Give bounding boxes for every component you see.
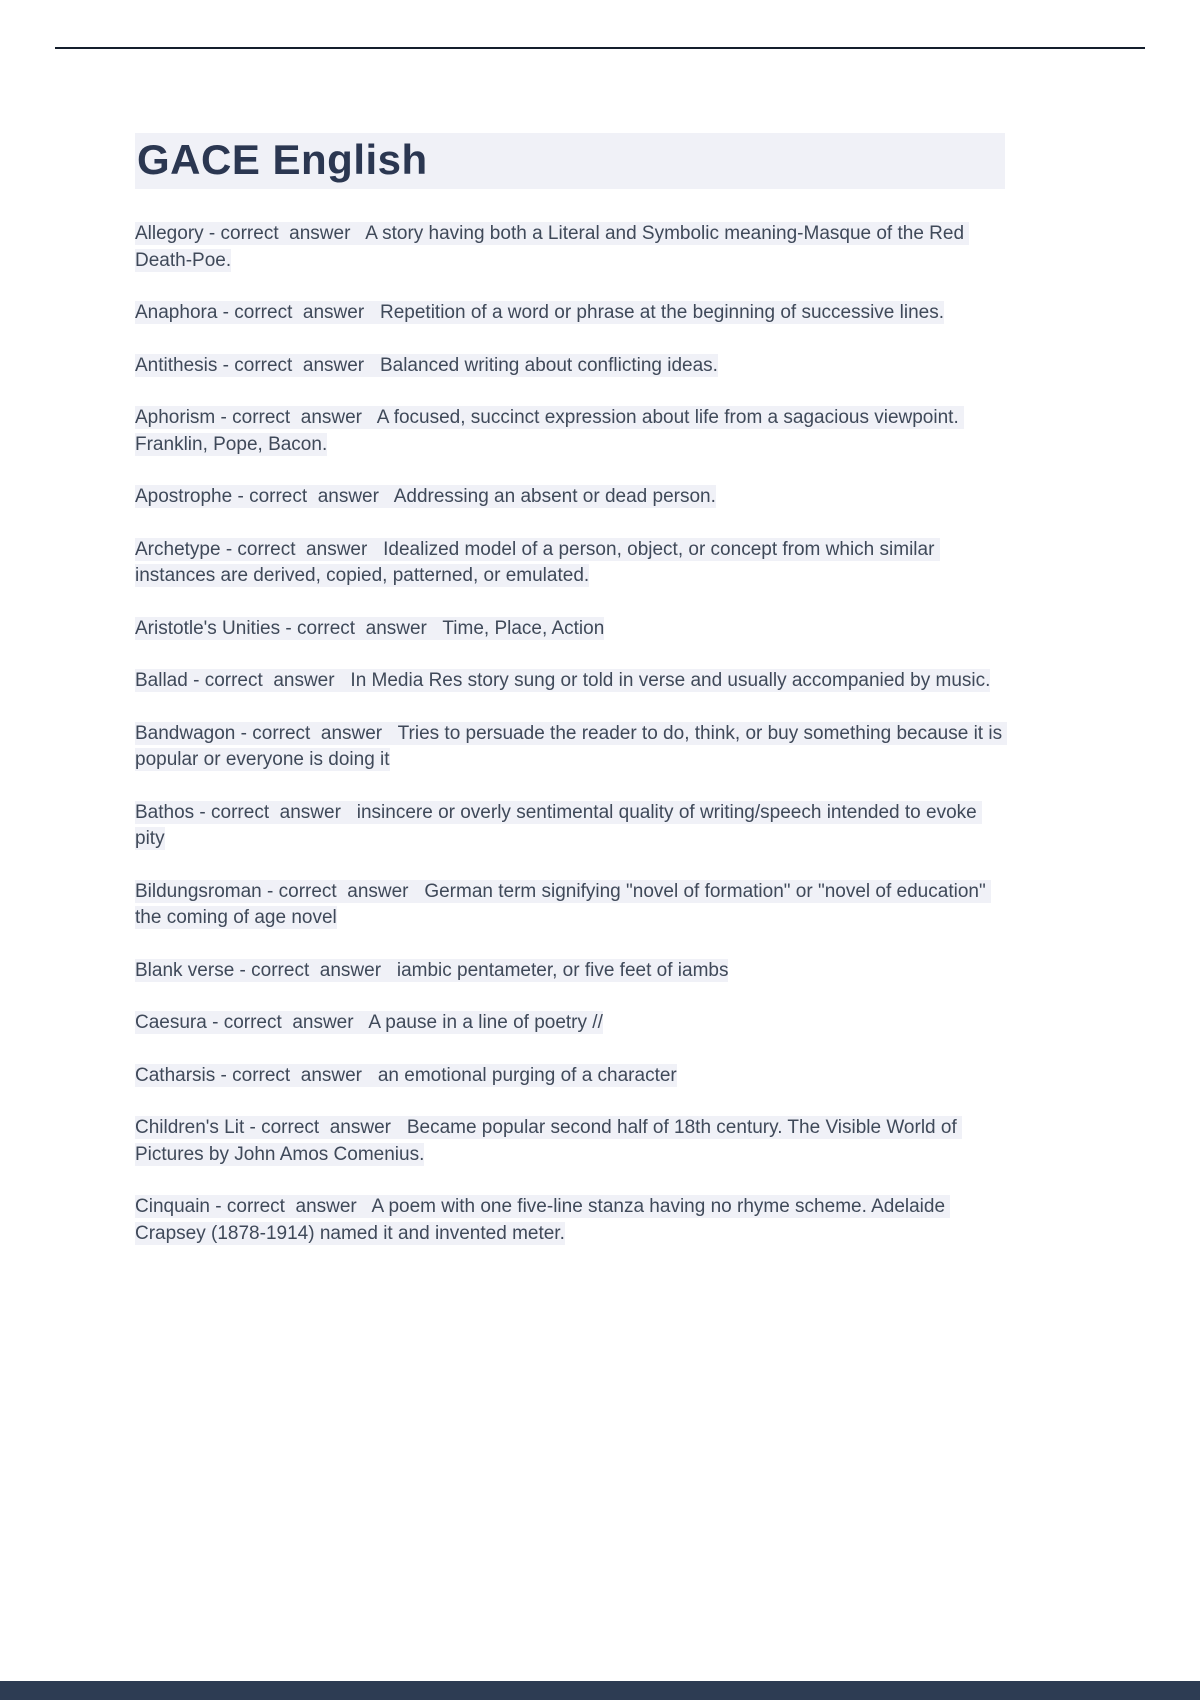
entry-text: Apostrophe - correct answer Addressing an absent or dead person. bbox=[135, 486, 716, 507]
entry-text: Aristotle's Unities - correct answer Time, Place, Action bbox=[135, 617, 605, 639]
entry-text: Archetype - correct answer Idealized model of a person, object, or concept from which similar instances are derived, copied, patterned, or emulated. bbox=[135, 538, 940, 586]
entry-text: Blank verse - correct answer iambic pentameter, or five feet of iambs bbox=[135, 959, 729, 981]
entry bbox=[135, 353, 1005, 380]
entry bbox=[135, 300, 1005, 327]
entry bbox=[135, 221, 1005, 274]
entry bbox=[135, 484, 1005, 511]
entry bbox=[135, 537, 1005, 590]
document-content bbox=[135, 133, 1008, 1273]
entry bbox=[135, 800, 1005, 853]
entry-text: Catharsis - correct answer an emotional purging of a character bbox=[135, 1064, 677, 1086]
entry bbox=[135, 616, 1005, 643]
entries-list bbox=[135, 221, 1008, 1247]
entry-text: Cinquain - correct answer A poem with one five-line stanza having no rhyme scheme. Adelaide Crapsey (1878-1914) named it and invented meter. bbox=[135, 1196, 951, 1244]
entry bbox=[135, 879, 1005, 932]
entry bbox=[135, 668, 1005, 695]
top-divider bbox=[55, 47, 1145, 49]
entry-text: Bildungsroman - correct answer German term signifying "novel of formation" or "novel of education" the coming of age novel bbox=[135, 880, 991, 928]
entry bbox=[135, 1115, 1005, 1168]
entry-text: Ballad - correct answer In Media Res story sung or told in verse and usually accompanied by music. bbox=[135, 670, 991, 691]
bottom-bar bbox=[0, 1681, 1200, 1700]
entry bbox=[135, 1010, 1005, 1037]
entry-text: Bandwagon - correct answer Tries to persuade the reader to do, think, or buy something because it is popular or everyone is doing it bbox=[135, 722, 1008, 770]
entry bbox=[135, 405, 1005, 458]
entry-text: Allegory - correct answer A story having both a Literal and Symbolic meaning-Masque of the Red Death-Poe. bbox=[135, 223, 970, 271]
entry-text: Antithesis - correct answer Balanced writing about conflicting ideas. bbox=[135, 354, 718, 376]
entry-text: Aphorism - correct answer A focused, succinct expression about life from a sagacious viewpoint. Franklin, Pope, Bacon. bbox=[135, 407, 964, 455]
entry-text: Anaphora - correct answer Repetition of a word or phrase at the beginning of successive lines. bbox=[135, 302, 944, 323]
entry bbox=[135, 1194, 1005, 1247]
entry-text: Caesura - correct answer A pause in a line of poetry // bbox=[135, 1012, 603, 1033]
page-title: GACE English bbox=[135, 133, 1005, 189]
entry bbox=[135, 958, 1005, 985]
entry bbox=[135, 721, 1008, 774]
entry-text: Children's Lit - correct answer Became popular second half of 18th century. The Visible World of Pictures by John Amos Comenius. bbox=[135, 1117, 963, 1165]
entry-text: Bathos - correct answer insincere or overly sentimental quality of writing/speech intended to evoke pity bbox=[135, 801, 982, 849]
entry bbox=[135, 1063, 1005, 1090]
